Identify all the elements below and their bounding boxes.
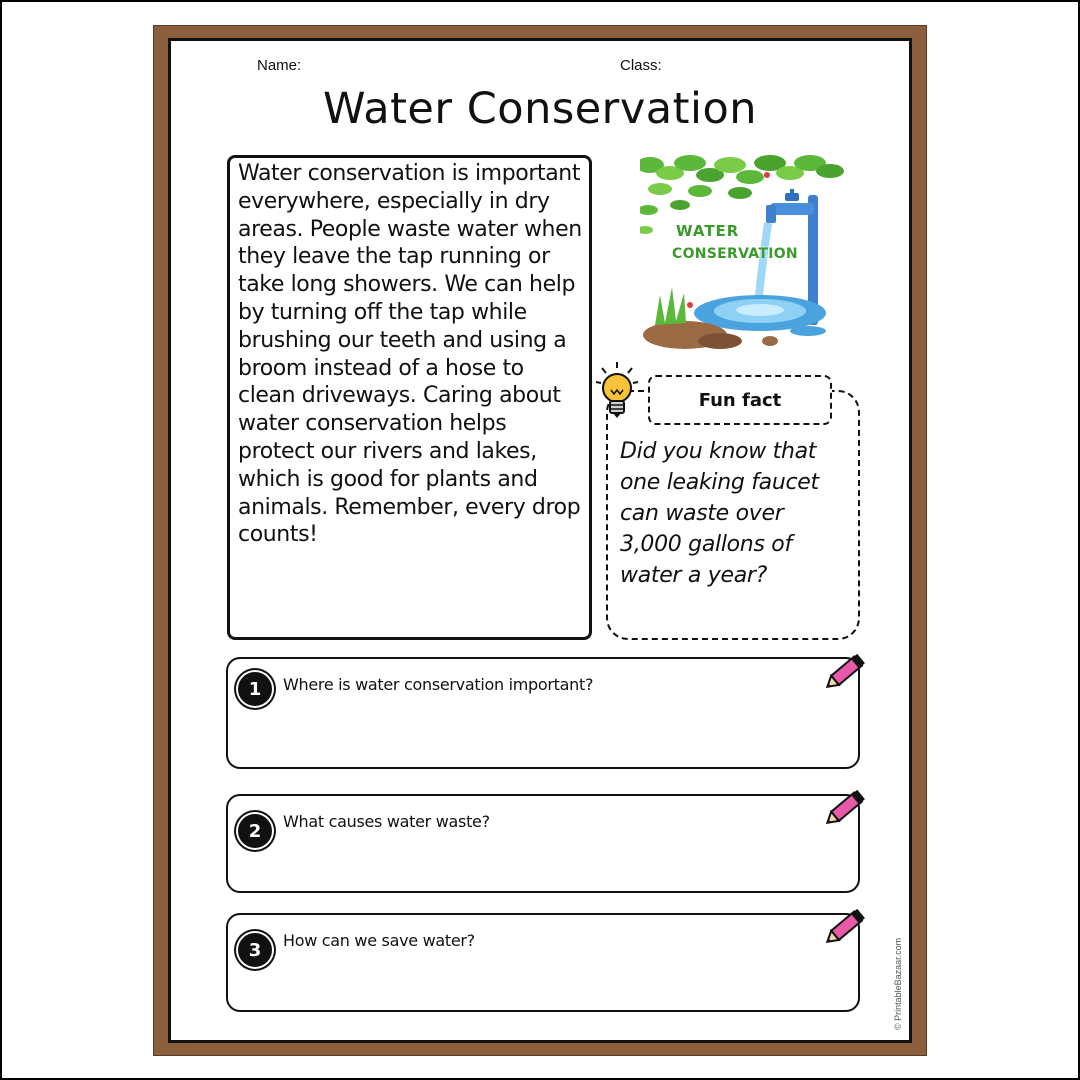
worksheet-title: Water Conservation [322, 84, 758, 134]
fun-fact-text: Did you know that one leaking faucet can waste over 3,000 gallons of water a year? [620, 439, 819, 588]
question-2-number: 2 [238, 814, 272, 848]
question-2-answer-box[interactable] [226, 794, 860, 893]
name-label: Name: [257, 57, 302, 74]
question-1-text: Where is water conservation important? [283, 675, 594, 694]
question-1-answer-box[interactable] [226, 657, 860, 769]
pencil-icon [818, 903, 872, 951]
class-label: Class: [620, 57, 662, 74]
question-3-number: 3 [238, 933, 272, 967]
question-2-text: What causes water waste? [283, 812, 490, 831]
fun-fact-label: Fun fact [698, 389, 782, 411]
illustration-caption-water: WATER [676, 222, 740, 240]
pencil-icon [818, 784, 872, 832]
fun-fact-tab [648, 375, 832, 425]
illustration-caption-conservation: CONSERVATION [672, 246, 798, 262]
pencil-icon [818, 648, 872, 696]
question-1-number: 1 [238, 672, 272, 706]
question-3-text: How can we save water? [283, 931, 475, 950]
question-3-answer-box[interactable] [226, 913, 860, 1012]
copyright-text: © PrintableBazaar.com [893, 937, 903, 1030]
passage-text: Water conservation is important everywhere, especially in dry areas. People waste water when they leave the tap running or take long showers. We can help by turning off the tap while brushing our teeth and using a broom instead of a hose to clean driveways. Caring about water conservation helps protect our rivers and lakes, which is good for plants and animals. Remember, every drop counts! [238, 161, 582, 548]
lightbulb-icon [594, 360, 640, 422]
